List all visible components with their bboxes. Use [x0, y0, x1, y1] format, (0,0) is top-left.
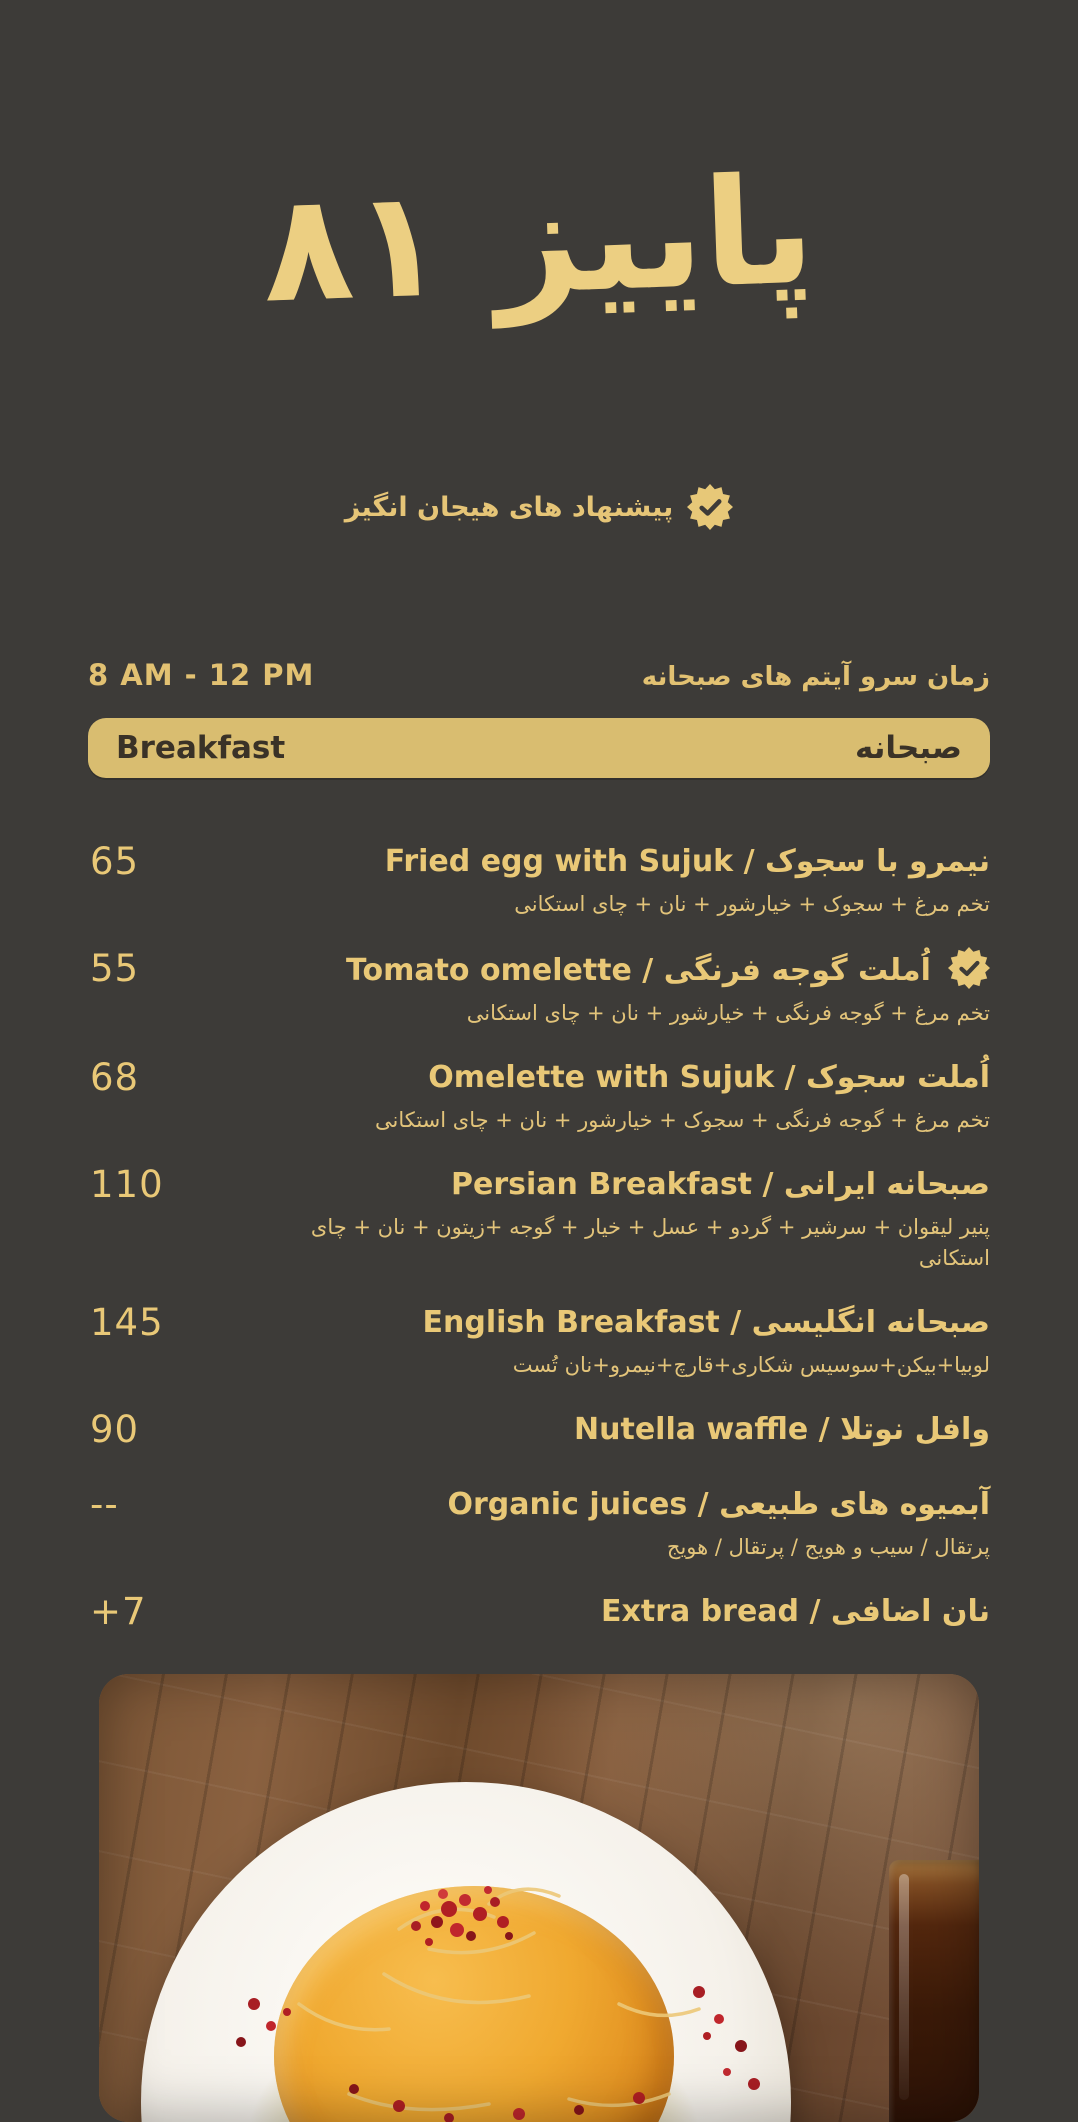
item-title-line	[238, 1056, 990, 1104]
item-description: پرتقال / سیب و هویج / پرتقال / هویج	[666, 1535, 990, 1559]
seal-check-icon	[687, 484, 733, 530]
section-title-fa: صبحانه	[854, 730, 962, 766]
item-title: نیمرو با سجوک / Fried egg with Sujuk	[384, 844, 990, 879]
item-title: صبحانه انگلیسی / English Breakfast	[422, 1305, 990, 1340]
menu-content	[0, 658, 1078, 1638]
item-title: نان اضافی / Extra bread	[601, 1594, 990, 1629]
tagline-row	[0, 484, 1078, 530]
item-price: 145	[90, 1301, 164, 1344]
item-body	[238, 947, 990, 1029]
menu-items	[88, 840, 990, 1638]
brand-logo-text: پاییز ۸۱	[260, 144, 818, 336]
item-price: 90	[90, 1408, 140, 1451]
item-price: 65	[90, 840, 140, 883]
item-price: 68	[90, 1056, 140, 1099]
menu-item	[88, 1301, 990, 1381]
tea-glass	[889, 1860, 979, 2122]
serving-time-row	[88, 658, 990, 692]
item-description: تخم مرغ + گوجه فرنگی + خیارشور + نان + چای استکانی	[466, 1001, 990, 1025]
barberry-garnish	[99, 1674, 979, 2122]
menu-item	[88, 1056, 990, 1136]
item-price: 110	[90, 1163, 164, 1206]
menu-item	[88, 1408, 990, 1456]
item-description: لوبیا+بیکن+سوسیس شکاری+قارچ+نیمرو+نان تُست	[512, 1353, 990, 1377]
item-title-line	[238, 1301, 990, 1349]
tagline-text: پیشنهاد های هیجان انگیز	[344, 491, 674, 523]
item-title-line	[238, 840, 990, 888]
item-body	[238, 840, 990, 920]
item-price: 55	[90, 947, 140, 990]
item-description: تخم مرغ + گوجه فرنگی + سجوک + خیارشور + نان + چای استکانی	[375, 1108, 990, 1132]
section-title-en: Breakfast	[116, 730, 286, 766]
item-title-line	[238, 947, 990, 997]
item-title: اُملت گوجه فرنگی / Tomato omelette	[345, 953, 931, 988]
item-body	[238, 1163, 990, 1274]
item-body	[238, 1301, 990, 1381]
menu-item	[88, 1590, 990, 1638]
item-title: اُملت سجوک / Omelette with Sujuk	[428, 1060, 990, 1095]
item-body	[238, 1408, 990, 1456]
item-title: صبحانه ایرانی / Persian Breakfast	[451, 1167, 990, 1202]
item-description: تخم مرغ + سجوک + خیارشور + نان + چای استکانی	[514, 892, 990, 916]
serving-time-en: 8 AM - 12 PM	[88, 658, 315, 692]
item-title-line	[238, 1163, 990, 1211]
item-title-line	[238, 1483, 990, 1531]
item-title: وافل نوتلا / Nutella waffle	[574, 1412, 990, 1447]
item-title-line	[238, 1408, 990, 1456]
item-body	[238, 1590, 990, 1638]
item-title: آبمیوه های طبیعی / Organic juices	[447, 1487, 990, 1522]
menu-item	[88, 1163, 990, 1274]
section-header-bar	[88, 718, 990, 778]
menu-item	[88, 1483, 990, 1563]
featured-badge-icon	[948, 947, 990, 989]
item-price: --	[90, 1483, 119, 1526]
menu-item	[88, 840, 990, 920]
menu-item	[88, 947, 990, 1029]
item-title-line	[238, 1590, 990, 1638]
dish-photo	[99, 1674, 979, 2122]
brand-logo	[0, 0, 1078, 440]
item-body	[238, 1483, 990, 1563]
serving-time-fa: زمان سرو آیتم های صبحانه	[641, 662, 990, 692]
item-price: +7	[90, 1590, 147, 1633]
item-body	[238, 1056, 990, 1136]
item-description: پنیر لیقوان + سرشیر + گردو + عسل + خیار + گوجه +زیتون + نان + چای استکانی	[310, 1215, 990, 1270]
